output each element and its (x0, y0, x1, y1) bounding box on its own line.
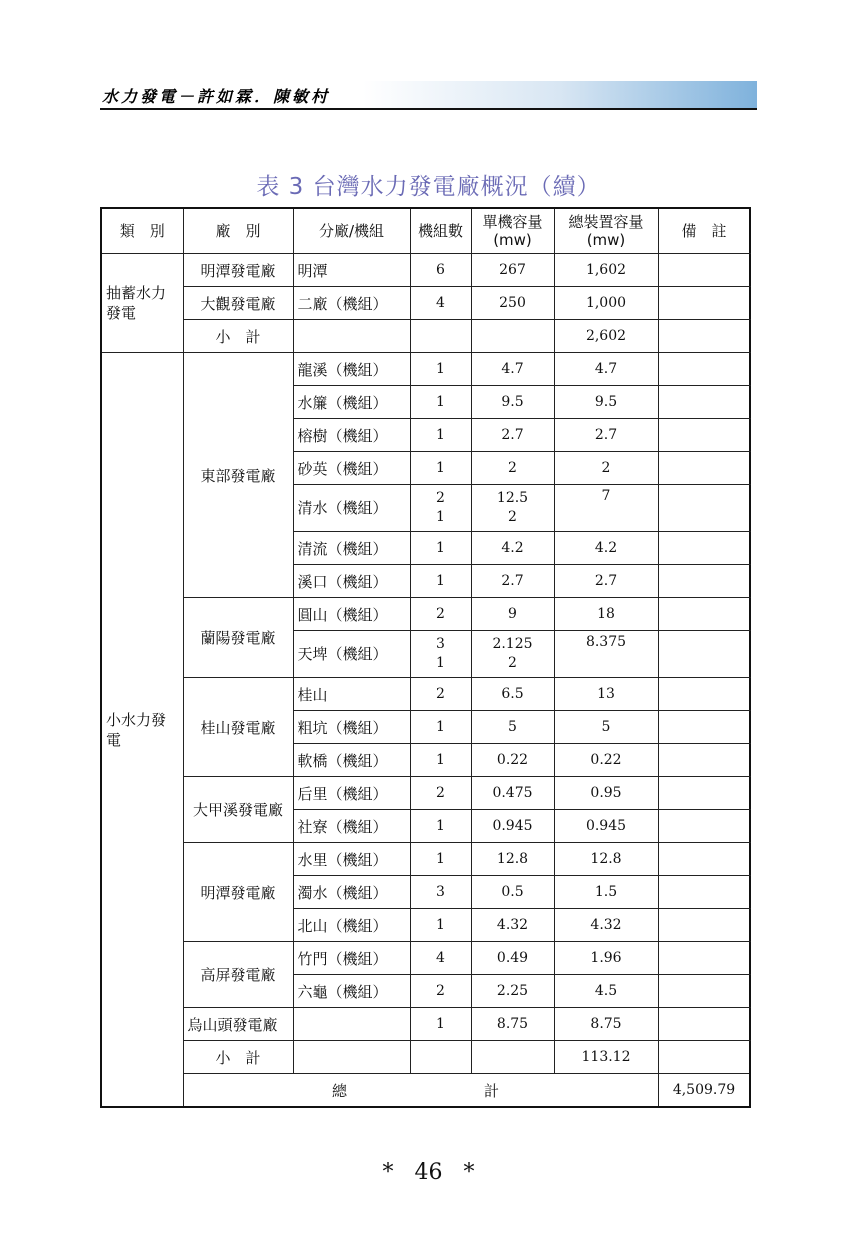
unit-cap-cell: 0.22 (471, 744, 554, 777)
table-row (101, 254, 750, 287)
total-cell: 7 (554, 485, 658, 532)
subplant-cell: 后里（機組） (293, 777, 410, 810)
unit-cap-cell: 2.25 (471, 975, 554, 1008)
unit-cap-cell: 2.7 (471, 419, 554, 452)
subtotal-label: 小 計 (183, 1041, 293, 1074)
header-rule (100, 108, 757, 110)
total-cell: 1.96 (554, 942, 658, 975)
subplant-cell: 水里（機組） (293, 843, 410, 876)
empty-cell (293, 1008, 410, 1041)
total-cell: 12.8 (554, 843, 658, 876)
remark-cell (658, 711, 750, 744)
subplant-cell: 社寮（機組） (293, 810, 410, 843)
subplant-cell: 二廠（機組） (293, 287, 410, 320)
grand-total-label-a: 總 (331, 1081, 347, 1100)
subplant-cell: 清流（機組） (293, 532, 410, 565)
total-cell: 1.5 (554, 876, 658, 909)
plant-cell: 高屏發電廠 (183, 942, 293, 1008)
footer-star-left: * (382, 1160, 394, 1185)
units-cell: 2 (410, 975, 471, 1008)
unit-cap-cell: 5 (471, 711, 554, 744)
units-cell: 4 (410, 942, 471, 975)
units-cell: 2 1 (410, 485, 471, 532)
units-cell: 1 (410, 810, 471, 843)
grand-total-value: 4,509.79 (658, 1074, 750, 1108)
remark-cell (658, 876, 750, 909)
subplant-cell: 榕樹（機組） (293, 419, 410, 452)
col-remarks: 備 註 (658, 208, 750, 254)
footer-star-right: * (463, 1160, 475, 1185)
units-cell: 1 (410, 909, 471, 942)
unit-cap-cell: 4.2 (471, 532, 554, 565)
units-cell: 3 1 (410, 631, 471, 678)
table-row (101, 598, 750, 631)
units-cell: 4 (410, 287, 471, 320)
plant-cell: 東部發電廠 (183, 353, 293, 598)
total-cell: 9.5 (554, 386, 658, 419)
table-row (101, 1008, 750, 1041)
subplant-cell: 龍溪（機組） (293, 353, 410, 386)
remark-cell (658, 1041, 750, 1074)
unit-cap-cell: 6.5 (471, 678, 554, 711)
units-cell: 2 (410, 598, 471, 631)
remark-cell (658, 1008, 750, 1041)
remark-cell (658, 287, 750, 320)
col-total-capacity: 總裝置容量 (mw) (554, 208, 658, 254)
units-cell: 6 (410, 254, 471, 287)
plant-cell: 明潭發電廠 (183, 843, 293, 942)
total-cell: 4.2 (554, 532, 658, 565)
total-cell: 13 (554, 678, 658, 711)
empty-cell (471, 320, 554, 353)
subtotal-label: 小 計 (183, 320, 293, 353)
unit-cap-cell: 267 (471, 254, 554, 287)
category-small: 小水力發電 (101, 353, 183, 1108)
subplant-cell: 溪口（機組） (293, 565, 410, 598)
remark-cell (658, 532, 750, 565)
col-unit-capacity: 單機容量 (mw) (471, 208, 554, 254)
unit-cap-cell: 0.49 (471, 942, 554, 975)
table-row (101, 843, 750, 876)
page-footer (0, 1160, 857, 1185)
units-cell: 1 (410, 744, 471, 777)
table-header-row (101, 208, 750, 254)
unit-cap-cell: 9.5 (471, 386, 554, 419)
table-title: 表 3 台灣水力發電廠概況（續） (256, 174, 601, 200)
remark-cell (658, 386, 750, 419)
grand-total-label-b: 計 (483, 1081, 499, 1100)
table-row (101, 287, 750, 320)
table-row (101, 777, 750, 810)
unit-cap-cell: 0.475 (471, 777, 554, 810)
unit-cap-cell: 4.7 (471, 353, 554, 386)
units-cell: 2 (410, 777, 471, 810)
empty-cell (293, 320, 410, 353)
subplant-cell: 桂山 (293, 678, 410, 711)
subplant-cell: 濁水（機組） (293, 876, 410, 909)
units-cell: 1 (410, 452, 471, 485)
total-cell: 5 (554, 711, 658, 744)
remark-cell (658, 320, 750, 353)
empty-cell (471, 1041, 554, 1074)
table-row (101, 942, 750, 975)
total-cell: 4.5 (554, 975, 658, 1008)
hydro-plant-table (100, 207, 751, 1108)
remark-cell (658, 254, 750, 287)
units-cell: 2 (410, 678, 471, 711)
remark-cell (658, 777, 750, 810)
subplant-cell: 粗坑（機組） (293, 711, 410, 744)
subplant-cell: 天埤（機組） (293, 631, 410, 678)
remark-cell (658, 975, 750, 1008)
unit-cap-cell: 250 (471, 287, 554, 320)
remark-cell (658, 419, 750, 452)
unit-cap-cell: 4.32 (471, 909, 554, 942)
remark-cell (658, 909, 750, 942)
remark-cell (658, 744, 750, 777)
units-cell: 1 (410, 565, 471, 598)
subplant-cell: 清水（機組） (293, 485, 410, 532)
col-category: 類 別 (101, 208, 183, 254)
plant-cell: 烏山頭發電廠 (183, 1008, 293, 1041)
total-cell: 2.7 (554, 419, 658, 452)
running-header: 水力發電－許如霖．陳敏村 (102, 87, 331, 106)
subplant-cell: 水簾（機組） (293, 386, 410, 419)
subplant-cell: 北山（機組） (293, 909, 410, 942)
total-cell: 8.75 (554, 1008, 658, 1041)
remark-cell (658, 452, 750, 485)
subplant-cell: 明潭 (293, 254, 410, 287)
units-cell: 1 (410, 1008, 471, 1041)
remark-cell (658, 843, 750, 876)
plant-cell: 蘭陽發電廠 (183, 598, 293, 678)
empty-cell (410, 320, 471, 353)
total-cell: 0.945 (554, 810, 658, 843)
units-cell: 1 (410, 711, 471, 744)
total-cell: 0.95 (554, 777, 658, 810)
subplant-cell: 竹門（機組） (293, 942, 410, 975)
remark-cell (658, 678, 750, 711)
subplant-cell: 軟橋（機組） (293, 744, 410, 777)
unit-cap-cell: 2 (471, 452, 554, 485)
subtotal-value: 2,602 (554, 320, 658, 353)
unit-cap-cell: 8.75 (471, 1008, 554, 1041)
units-cell: 1 (410, 843, 471, 876)
category-pumped: 抽蓄水力發電 (101, 254, 183, 353)
grand-total-row (101, 1074, 750, 1108)
plant-cell: 桂山發電廠 (183, 678, 293, 777)
remark-cell (658, 942, 750, 975)
remark-cell (658, 598, 750, 631)
subtotal-row (101, 1041, 750, 1074)
remark-cell (658, 810, 750, 843)
unit-cap-cell: 2.7 (471, 565, 554, 598)
subplant-cell: 圓山（機組） (293, 598, 410, 631)
table-row (101, 678, 750, 711)
subtotal-value: 113.12 (554, 1041, 658, 1074)
total-cell: 8.375 (554, 631, 658, 678)
units-cell: 1 (410, 532, 471, 565)
total-cell: 2.7 (554, 565, 658, 598)
remark-cell (658, 485, 750, 532)
total-cell: 2 (554, 452, 658, 485)
col-units: 機組數 (410, 208, 471, 254)
total-cell: 1,602 (554, 254, 658, 287)
unit-cap-cell: 12.8 (471, 843, 554, 876)
subplant-cell: 六龜（機組） (293, 975, 410, 1008)
empty-cell (293, 1041, 410, 1074)
units-cell: 1 (410, 353, 471, 386)
unit-cap-cell: 9 (471, 598, 554, 631)
units-cell: 1 (410, 419, 471, 452)
table-row (101, 353, 750, 386)
plant-cell: 明潭發電廠 (183, 254, 293, 287)
col-subplant: 分廠/機組 (293, 208, 410, 254)
plant-cell: 大甲溪發電廠 (183, 777, 293, 843)
unit-cap-cell: 0.945 (471, 810, 554, 843)
subtotal-row (101, 320, 750, 353)
total-cell: 0.22 (554, 744, 658, 777)
unit-cap-cell: 0.5 (471, 876, 554, 909)
units-cell: 3 (410, 876, 471, 909)
total-cell: 4.32 (554, 909, 658, 942)
units-cell: 1 (410, 386, 471, 419)
unit-cap-cell: 12.5 2 (471, 485, 554, 532)
unit-cap-cell: 2.125 2 (471, 631, 554, 678)
plant-cell: 大觀發電廠 (183, 287, 293, 320)
total-cell: 1,000 (554, 287, 658, 320)
subplant-cell: 砂英（機組） (293, 452, 410, 485)
page-number: 46 (414, 1160, 443, 1185)
remark-cell (658, 353, 750, 386)
remark-cell (658, 631, 750, 678)
total-cell: 4.7 (554, 353, 658, 386)
empty-cell (410, 1041, 471, 1074)
col-plant: 廠 別 (183, 208, 293, 254)
remark-cell (658, 565, 750, 598)
total-cell: 18 (554, 598, 658, 631)
grand-total-label (183, 1074, 658, 1108)
